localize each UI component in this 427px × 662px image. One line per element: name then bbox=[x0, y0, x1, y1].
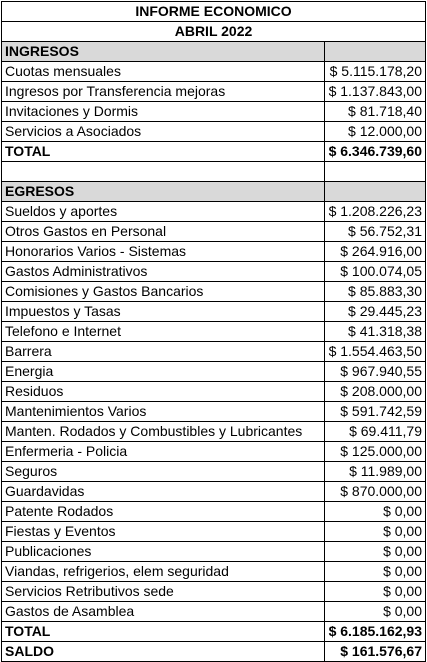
report-period: ABRIL 2022 bbox=[2, 22, 426, 42]
row-label bbox=[2, 162, 325, 182]
row-label: Publicaciones bbox=[2, 542, 325, 562]
row-amount: $ 125.000,00 bbox=[325, 442, 426, 462]
row-label: Comisiones y Gastos Bancarios bbox=[2, 282, 325, 302]
row-label: Viandas, refrigerios, elem seguridad bbox=[2, 562, 325, 582]
egresos-row bbox=[2, 262, 426, 282]
row-label: SALDO bbox=[2, 642, 325, 662]
row-amount: $ 0,00 bbox=[325, 522, 426, 542]
egresos-row bbox=[2, 282, 426, 302]
row-amount: $ 967.940,55 bbox=[325, 362, 426, 382]
row-amount: $ 208.000,00 bbox=[325, 382, 426, 402]
row-amount: $ 161.576,67 bbox=[325, 642, 426, 662]
egresos-row bbox=[2, 222, 426, 242]
row-label: Guardavidas bbox=[2, 482, 325, 502]
row-label: Residuos bbox=[2, 382, 325, 402]
egresos-row bbox=[2, 582, 426, 602]
row-amount: $ 870.000,00 bbox=[325, 482, 426, 502]
egresos-row bbox=[2, 502, 426, 522]
row-label: Telefono e Internet bbox=[2, 322, 325, 342]
row-amount: $ 1.554.463,50 bbox=[325, 342, 426, 362]
ingresos-section-header bbox=[2, 42, 426, 62]
row-label: Enfermeria - Policia bbox=[2, 442, 325, 462]
row-amount: $ 12.000,00 bbox=[325, 122, 426, 142]
egresos-total-row bbox=[2, 622, 426, 642]
ingresos-total-row bbox=[2, 142, 426, 162]
egresos-row bbox=[2, 322, 426, 342]
economic-report-table bbox=[1, 1, 426, 662]
row-label: Otros Gastos en Personal bbox=[2, 222, 325, 242]
row-label: Impuestos y Tasas bbox=[2, 302, 325, 322]
egresos-section-header bbox=[2, 182, 426, 202]
row-amount: $ 85.883,30 bbox=[325, 282, 426, 302]
egresos-row bbox=[2, 462, 426, 482]
row-label: Energia bbox=[2, 362, 325, 382]
egresos-row bbox=[2, 242, 426, 262]
row-label: Ingresos por Transferencia mejoras bbox=[2, 82, 325, 102]
egresos-row bbox=[2, 202, 426, 222]
egresos-row bbox=[2, 522, 426, 542]
ingresos-row bbox=[2, 62, 426, 82]
egresos-row bbox=[2, 442, 426, 462]
row-label: Sueldos y aportes bbox=[2, 202, 325, 222]
row-amount: $ 0,00 bbox=[325, 602, 426, 622]
row-label: Servicios a Asociados bbox=[2, 122, 325, 142]
row-label: Servicios Retributivos sede bbox=[2, 582, 325, 602]
row-amount: $ 29.445,23 bbox=[325, 302, 426, 322]
row-amount: $ 0,00 bbox=[325, 542, 426, 562]
spacer-row bbox=[2, 162, 426, 182]
row-amount: $ 11.989,00 bbox=[325, 462, 426, 482]
row-label: Gastos de Asamblea bbox=[2, 602, 325, 622]
row-amount: $ 5.115.178,20 bbox=[325, 62, 426, 82]
report-title-row bbox=[2, 2, 426, 22]
row-label: Patente Rodados bbox=[2, 502, 325, 522]
ingresos-heading: INGRESOS bbox=[2, 42, 325, 62]
egresos-row bbox=[2, 482, 426, 502]
row-label: Gastos Administrativos bbox=[2, 262, 325, 282]
row-label: Barrera bbox=[2, 342, 325, 362]
row-amount: $ 69.411,79 bbox=[325, 422, 426, 442]
egresos-row bbox=[2, 342, 426, 362]
egresos-row bbox=[2, 302, 426, 322]
egresos-row bbox=[2, 362, 426, 382]
report-title: INFORME ECONOMICO bbox=[2, 2, 426, 22]
row-amount: $ 0,00 bbox=[325, 562, 426, 582]
row-amount: $ 1.208.226,23 bbox=[325, 202, 426, 222]
report-period-row bbox=[2, 22, 426, 42]
row-amount bbox=[325, 162, 426, 182]
egresos-row bbox=[2, 402, 426, 422]
ingresos-heading-blank bbox=[325, 42, 426, 62]
row-amount: $ 0,00 bbox=[325, 502, 426, 522]
ingresos-row bbox=[2, 122, 426, 142]
row-amount: $ 41.318,38 bbox=[325, 322, 426, 342]
row-amount bbox=[325, 182, 426, 202]
row-amount: $ 0,00 bbox=[325, 582, 426, 602]
egresos-row bbox=[2, 422, 426, 442]
row-label: TOTAL bbox=[2, 622, 325, 642]
row-label: Seguros bbox=[2, 462, 325, 482]
saldo-row bbox=[2, 642, 426, 662]
egresos-row bbox=[2, 382, 426, 402]
row-amount: $ 81.718,40 bbox=[325, 102, 426, 122]
row-amount: $ 56.752,31 bbox=[325, 222, 426, 242]
row-label: Invitaciones y Dormis bbox=[2, 102, 325, 122]
egresos-row bbox=[2, 602, 426, 622]
row-label: Fiestas y Eventos bbox=[2, 522, 325, 542]
row-label: Honorarios Varios - Sistemas bbox=[2, 242, 325, 262]
row-amount: $ 1.137.843,00 bbox=[325, 82, 426, 102]
egresos-row bbox=[2, 562, 426, 582]
row-label: Manten. Rodados y Combustibles y Lubricantes bbox=[2, 422, 325, 442]
egresos-row bbox=[2, 542, 426, 562]
row-amount: $ 6.185.162,93 bbox=[325, 622, 426, 642]
row-label: Mantenimientos Varios bbox=[2, 402, 325, 422]
row-label: TOTAL bbox=[2, 142, 325, 162]
row-amount: $ 264.916,00 bbox=[325, 242, 426, 262]
ingresos-row bbox=[2, 82, 426, 102]
ingresos-row bbox=[2, 102, 426, 122]
row-amount: $ 6.346.739,60 bbox=[325, 142, 426, 162]
row-label: Cuotas mensuales bbox=[2, 62, 325, 82]
egresos-heading: EGRESOS bbox=[2, 182, 325, 202]
row-amount: $ 100.074,05 bbox=[325, 262, 426, 282]
row-amount: $ 591.742,59 bbox=[325, 402, 426, 422]
